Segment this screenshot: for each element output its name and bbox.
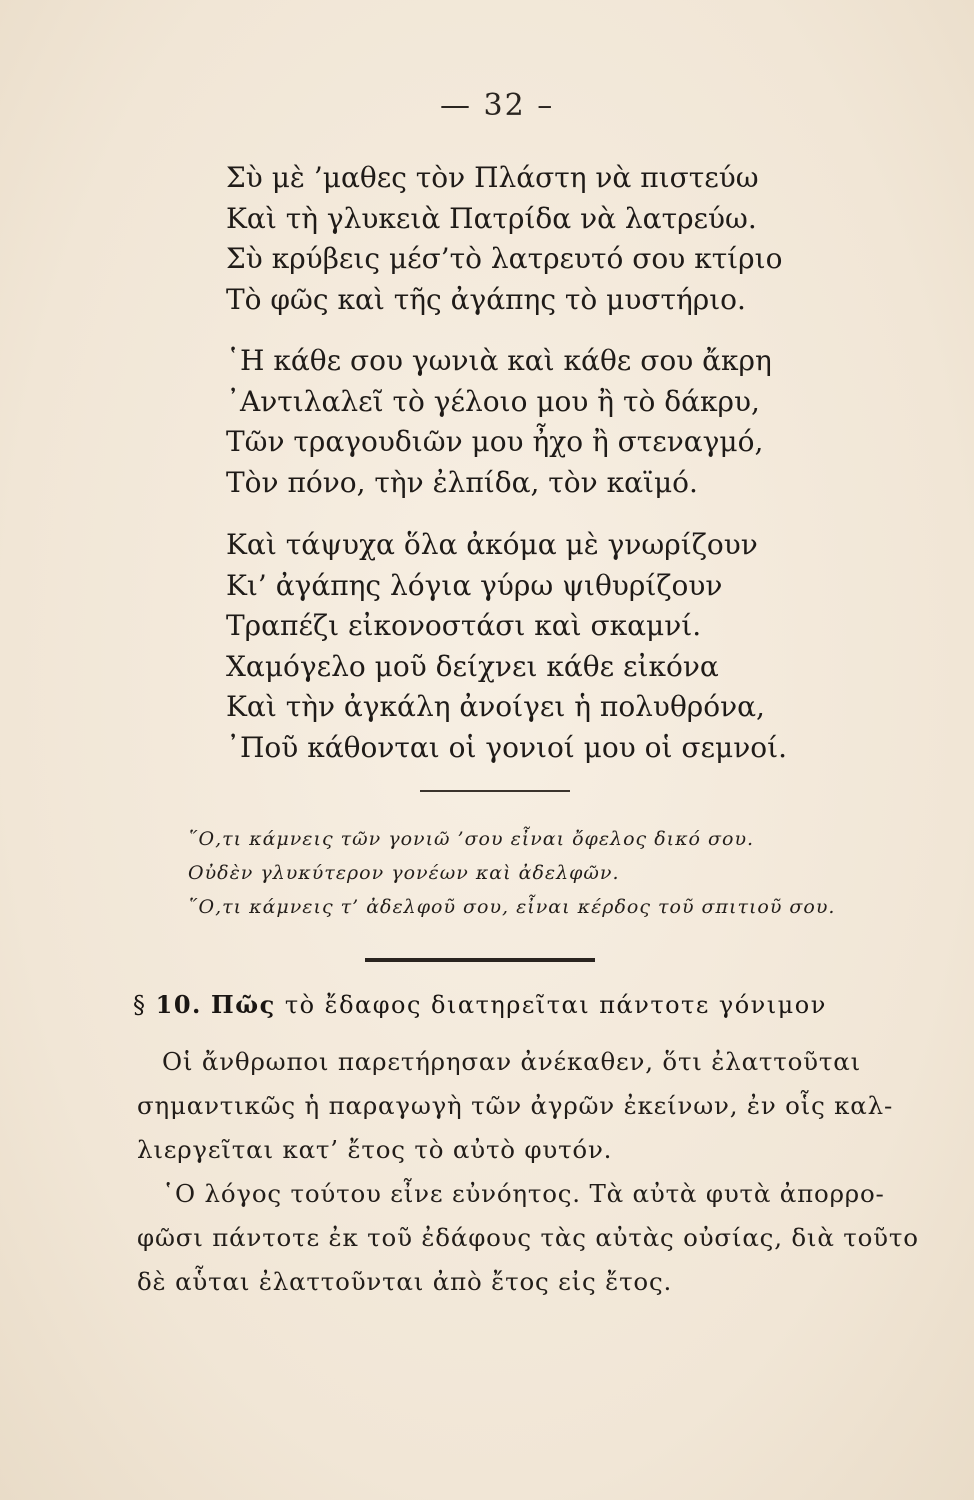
poem-line: ῾Η κάθε σου γωνιὰ καὶ κάθε σου ἄκρη [226, 344, 772, 377]
paragraph-line: σημαντικῶς ἡ παραγωγὴ τῶν ἀγρῶν ἐκείνων, ἐν οἷς καλ- [137, 1091, 894, 1120]
page-number: — 32 – [440, 88, 555, 123]
poem-line: ᾿Ποῦ κάθονται οἱ γονιοί μου οἱ σεμνοί. [226, 730, 787, 764]
poem-stanza-1 [226, 158, 782, 320]
poem-line: ᾿Αντιλαλεῖ τὸ γέλοιο μου ἢ τὸ δάκρυ, [226, 384, 760, 418]
poem-line: Σὺ μὲ ’μαθες τὸν Πλάστη νὰ πιστεύω [226, 161, 759, 194]
short-divider [420, 790, 570, 792]
poem-line: Καὶ τάψυχα ὅλα ἀκόμα μὲ γνωρίζουν [226, 528, 758, 561]
poem-line: Τὸν πόνο, τὴν ἐλπίδα, τὸν καϊμό. [226, 465, 698, 499]
proverb-line: ῞Ο,τι κάμνεις τ’ ἀδελφοῦ σου, εἶναι κέρδος τοῦ σπιτιοῦ σου. [188, 896, 836, 918]
poem-line: Καὶ τὴν ἀγκάλη ἀνοίγει ἡ πολυθρόνα, [226, 690, 765, 723]
section-number: 10. [155, 990, 202, 1019]
poem-line: Σὺ κρύβεις μέσ’τὸ λατρευτό σου κτίριο [226, 242, 783, 275]
poem-line: Τὸ φῶς καὶ τῆς ἀγάπης τὸ μυστήριο. [226, 282, 746, 316]
section-title: τὸ ἔδαφος διατηρεῖται πάντοτε γόνιμον [284, 991, 827, 1019]
section-heading [133, 990, 827, 1019]
thick-divider [365, 958, 595, 962]
paragraph-line: φῶσι πάντοτε ἐκ τοῦ ἐδάφους τὰς αὐτὰς οὐσίας, διὰ τοῦτο [137, 1223, 919, 1252]
body-text [137, 1040, 919, 1304]
proverbs [188, 822, 835, 924]
section-title-lead: Πῶς [211, 990, 276, 1019]
poem-line: Τραπέζι εἰκονοστάσι καὶ σκαμνί. [226, 609, 702, 642]
paragraph-line: δὲ αὗται ἐλαττοῦνται ἀπὸ ἔτος εἰς ἔτος. [137, 1267, 673, 1296]
poem-line: Κι’ ἀγάπης λόγια γύρω ψιθυρίζουν [226, 568, 723, 602]
paragraph-line: ῾Ο λόγος τούτου εἶνε εὐνόητος. Τὰ αὐτὰ φυτὰ ἀπορρο- [162, 1179, 885, 1208]
proverb-line: ῞Ο,τι κάμνεις τῶν γονιῶ ’σου εἶναι ὄφελος δικό σου. [188, 828, 755, 850]
paragraph-line: λιεργεῖται κατ’ ἔτος τὸ αὐτὸ φυτόν. [137, 1135, 613, 1164]
proverb-line: Οὐδὲν γλυκύτερον γονέων καὶ ἀδελφῶν. [188, 862, 620, 884]
poem-line: Τῶν τραγουδιῶν μου ἦχο ἢ στεναγμό, [226, 425, 764, 458]
section-symbol: § [133, 991, 147, 1019]
poem-stanza-3 [226, 525, 787, 768]
poem-stanza-2 [226, 341, 772, 503]
paragraph-line: Οἱ ἄνθρωποι παρετήρησαν ἀνέκαθεν, ὅτι ἐλαττοῦται [162, 1047, 861, 1076]
poem-line: Χαμόγελο μοῦ δείχνει κάθε εἰκόνα [226, 649, 719, 683]
poem-line: Καὶ τὴ γλυκειὰ Πατρίδα νὰ λατρεύω. [226, 201, 757, 235]
